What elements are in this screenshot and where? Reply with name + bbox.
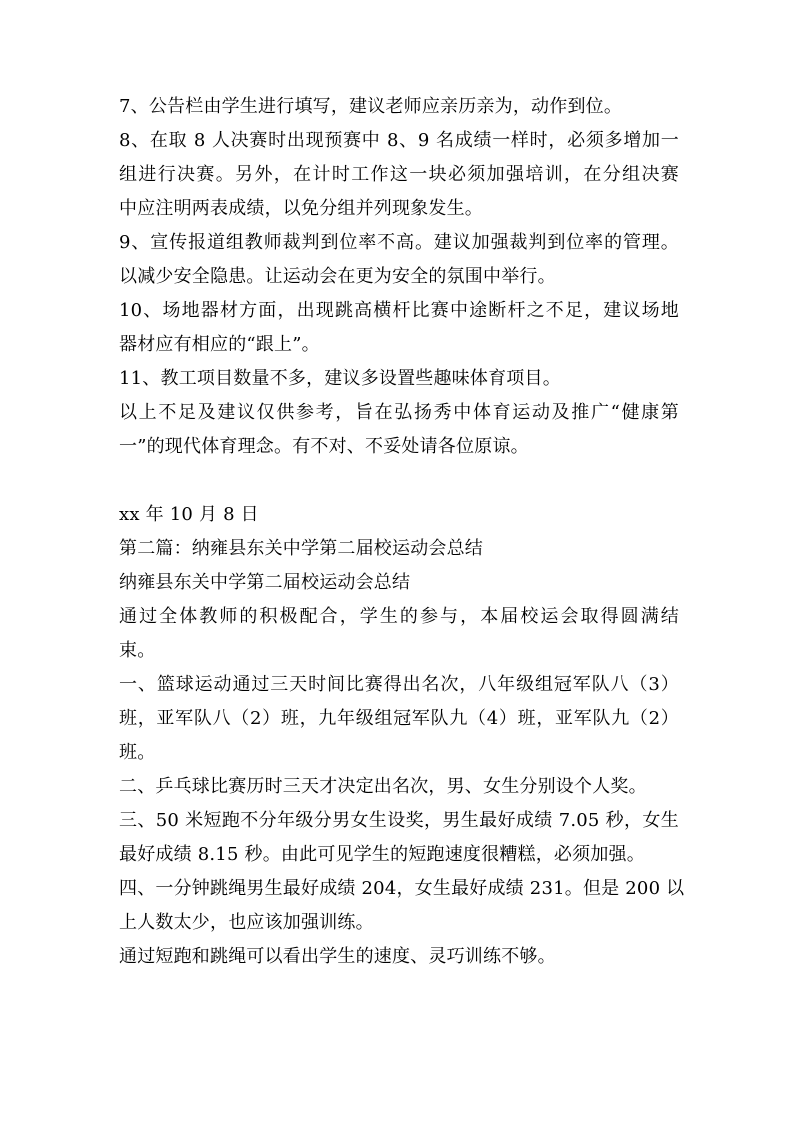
paragraph-line: 二、乒乓球比赛历时三天才决定出名次，男、女生分别设个人奖。	[119, 776, 647, 797]
paragraph-line: 三、50 米短跑不分年级分男女生设奖，男生最好成绩 7.05 秒，女生	[119, 810, 679, 831]
paragraph-line: 一、篮球运动通过三天时间比赛得出名次，八年级组冠军队八（3）	[119, 674, 679, 695]
paragraph-line: 最好成绩 8.15 秒。由此可见学生的短跑速度很糟糕，必须加强。	[119, 844, 645, 865]
paragraph-line: 一”的现代体育理念。有不对、不妥处请各位原谅。	[119, 436, 529, 457]
paragraph-line: 班，亚军队八（2）班，九年级组冠军队九（4）班，亚军队九（2）	[119, 708, 679, 729]
section-heading: 第二篇：纳雍县东关中学第二届校运动会总结	[119, 538, 483, 559]
paragraph-line: 束。	[119, 640, 156, 661]
document-title: 纳雍县东关中学第二届校运动会总结	[119, 572, 411, 593]
paragraph-line: 中应注明两表成绩，以免分组并列现象发生。	[119, 198, 483, 219]
paragraph-line: 班。	[119, 742, 156, 763]
document-body	[119, 90, 685, 974]
paragraph-line: 通过短跑和跳绳可以看出学生的速度、灵巧训练不够。	[119, 946, 556, 967]
paragraph-line: 四、一分钟跳绳男生最好成绩 204，女生最好成绩 231。但是 200 以	[119, 878, 685, 899]
paragraph-line: 7、公告栏由学生进行填写，建议老师应亲历亲为，动作到位。	[119, 96, 623, 117]
paragraph-line: 组进行决赛。另外，在计时工作这一块必须加强培训，在分组决赛	[119, 164, 679, 185]
paragraph-line: 器材应有相应的“跟上”。	[119, 334, 320, 355]
paragraph-line: 上人数太少，也应该加强训练。	[119, 912, 374, 933]
paragraph-line: 11、教工项目数量不多，建议多设置些趣味体育项目。	[119, 368, 561, 389]
blank-line	[119, 464, 679, 498]
paragraph-line: 以上不足及建议仅供参考，旨在弘扬秀中体育运动及推广“健康第	[119, 402, 679, 423]
paragraph-line: 通过全体教师的积极配合，学生的参与，本届校运会取得圆满结	[119, 606, 679, 627]
paragraph-line: 以减少安全隐患。让运动会在更为安全的氛围中举行。	[119, 266, 556, 287]
date-line: xx 年 10 月 8 日	[119, 504, 259, 525]
paragraph-line: 10、场地器材方面，出现跳高横杆比赛中途断杆之不足，建议场地	[119, 300, 679, 321]
paragraph-line: 8、在取 8 人决赛时出现预赛中 8、9 名成绩一样时，必须多增加一	[119, 130, 679, 151]
paragraph-line: 9、宣传报道组教师裁判到位率不高。建议加强裁判到位率的管理。	[119, 232, 679, 253]
